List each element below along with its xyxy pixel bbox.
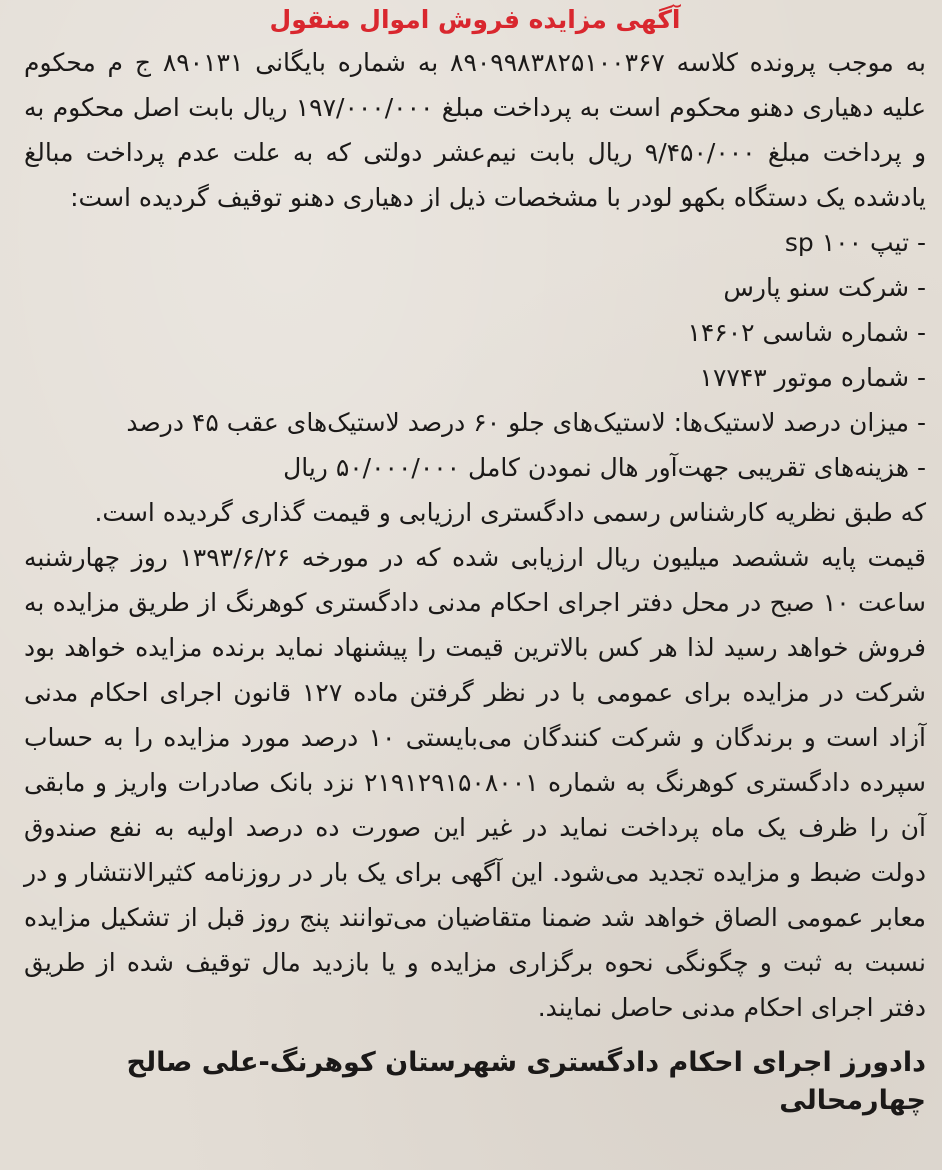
notice-intro: به موجب پرونده کلاسه ۸۹۰۹۹۸۳۸۲۵۱۰۰۳۶۷ به شماره بایگانی ۸۹۰۱۳۱ ج م محکوم علیه دهیاری دهنو محکوم است به پرداخت مبلغ ۱۹۷/۰۰۰/۰۰۰ ریال بابت اصل محکوم به و پرداخت مبلغ ۹/۴۵۰/۰۰۰ ریال بابت نیم‌عشر دولتی که به علت عدم پرداخت مبالغ یادشده یک دستگاه بکهو لودر با مشخصات ذیل از دهیاری دهنو توقیف گردیده است: bbox=[24, 48, 927, 212]
spec-overhaul-cost: - هزینه‌های تقریبی جهت‌آور هال نمودن کامل ۵۰/۰۰۰/۰۰۰ ریال bbox=[283, 453, 926, 482]
spec-chassis: - شماره شاسی ۱۴۶۰۲ bbox=[687, 318, 926, 347]
notice-title: آگهی مزایده فروش اموال منقول bbox=[269, 5, 681, 34]
spec-type: - تیپ ۱۰۰ sp bbox=[784, 228, 926, 257]
appraisal-note: که طبق نظریه کارشناس رسمی دادگستری ارزیابی و قیمت گذاری گردیده است. bbox=[94, 498, 926, 527]
auction-terms: قیمت پایه ششصد میلیون ریال ارزیابی شده که در مورخه ۱۳۹۳/۶/۲۶ روز چهارشنبه ساعت ۱۰ صبح در محل دفتر اجرای احکام مدنی دادگستری کوهرنگ از طریق مزایده به فروش خواهد رسید لذا هر کس بالاترین قیمت را پیشنهاد نماید برنده مزایده خواهد بود شرکت در مزایده برای عمومی با در نظر گرفتن ماده ۱۲۷ قانون اجرای احکام مدنی آزاد است و برندگان و شرکت کنندگان می‌بایستی ۱۰ درصد مورد مزایده را به حساب سپرده دادگستری کوهرنگ به شماره ۲۱۹۱۲۹۱۵۰۸۰۰۱ نزد بانک صادرات واریز و مابقی آن را ظرف یک ماه پرداخت نماید در غیر این صورت ده درصد اولیه به نفع صندوق دولت ضبط و مزایده تجدید می‌شود. این آگهی برای یک بار در روزنامه کثیرالانتشار و در معابر عمومی الصاق خواهد شد ضمنا متقاضیان می‌توانند پنج روز قبل از تشکیل مزایده نسبت به ثبت و چگونگی نحوه برگزاری مزایده و یا بازدید مال توقیف شده از طریق دفتر اجرای احکام مدنی حاصل نمایند. bbox=[24, 543, 927, 1022]
spec-company: - شرکت سنو پارس bbox=[723, 273, 926, 302]
signature: دادورز اجرای احکام دادگستری شهرستان کوهرنگ-علی صالح چهارمحالی bbox=[126, 1047, 926, 1116]
spec-tires: - میزان درصد لاستیک‌ها: لاستیک‌های جلو ۶۰ درصد لاستیک‌های عقب ۴۵ درصد bbox=[126, 408, 926, 437]
spec-engine: - شماره موتور ۱۷۷۴۳ bbox=[699, 363, 926, 392]
spec-list bbox=[24, 220, 926, 490]
